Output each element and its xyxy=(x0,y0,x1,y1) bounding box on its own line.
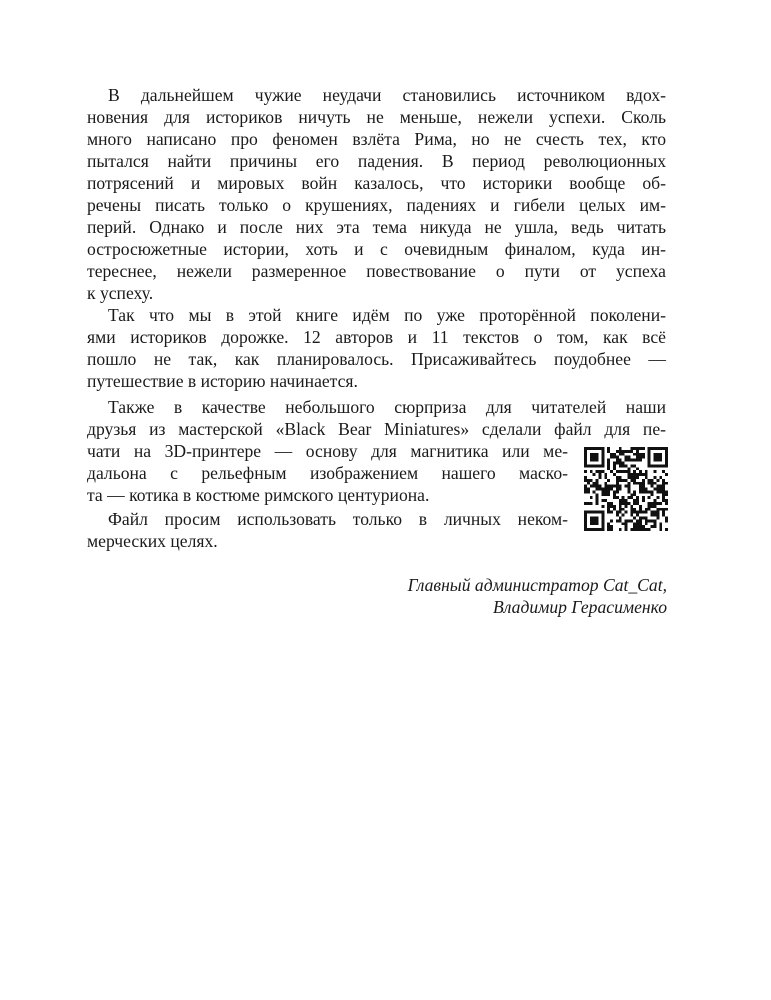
text-line: тереснее, нежели размеренное повествование о пути от успеха xyxy=(87,261,666,281)
text-line: речены писать только о крушениях, падениях и гибели целых им- xyxy=(87,195,666,215)
text-line: новения для историков ничуть не меньше, нежели успехи. Сколь xyxy=(87,107,666,127)
text-line: перий. Однако и после них эта тема никуда не ушла, ведь читать xyxy=(87,217,666,237)
text-line: к успеху. xyxy=(87,283,154,303)
text-line: Так что мы в этой книге идём по уже проторённой поколени- xyxy=(108,305,666,325)
text-line: остросюжетные истории, хоть и с очевидным финалом, куда ин- xyxy=(87,239,666,259)
text-line: потрясений и мировых войн казалось, что историки вообще об- xyxy=(87,173,666,193)
text-line: пытался найти причины его падения. В период революционных xyxy=(87,151,666,171)
text-line: чати на 3D-принтере — основу для магнитика или ме- xyxy=(87,441,568,461)
text-line: друзья из мастерской «Black Bear Miniatures» сделали файл для пе- xyxy=(87,419,666,439)
text-line: мерческих целях. xyxy=(87,531,218,551)
text-line: Файл просим использовать только в личных неком- xyxy=(108,509,568,529)
text-line: ями историков дорожке. 12 авторов и 11 текстов о том, как всё xyxy=(87,327,666,347)
text-line: много написано про феномен взлёта Рима, но не счесть тех, кто xyxy=(87,129,666,149)
text-line: та — котика в костюме римского центуриона. xyxy=(87,485,430,505)
text-line: пошло не так, как планировалось. Присаживайтесь поудобнее — xyxy=(87,349,666,369)
text-line: дальона с рельефным изображением нашего маско- xyxy=(87,463,568,483)
qr-code-icon xyxy=(584,447,668,531)
signature-name: Владимир Герасименко xyxy=(493,597,667,617)
text-line: путешествие в историю начинается. xyxy=(87,371,358,391)
signature-role: Главный администратор Cat_Cat, xyxy=(407,575,667,595)
text-line: Также в качестве небольшого сюрприза для читателей наши xyxy=(108,397,666,417)
text-line: В дальнейшем чужие неудачи становились источником вдох- xyxy=(108,85,666,105)
